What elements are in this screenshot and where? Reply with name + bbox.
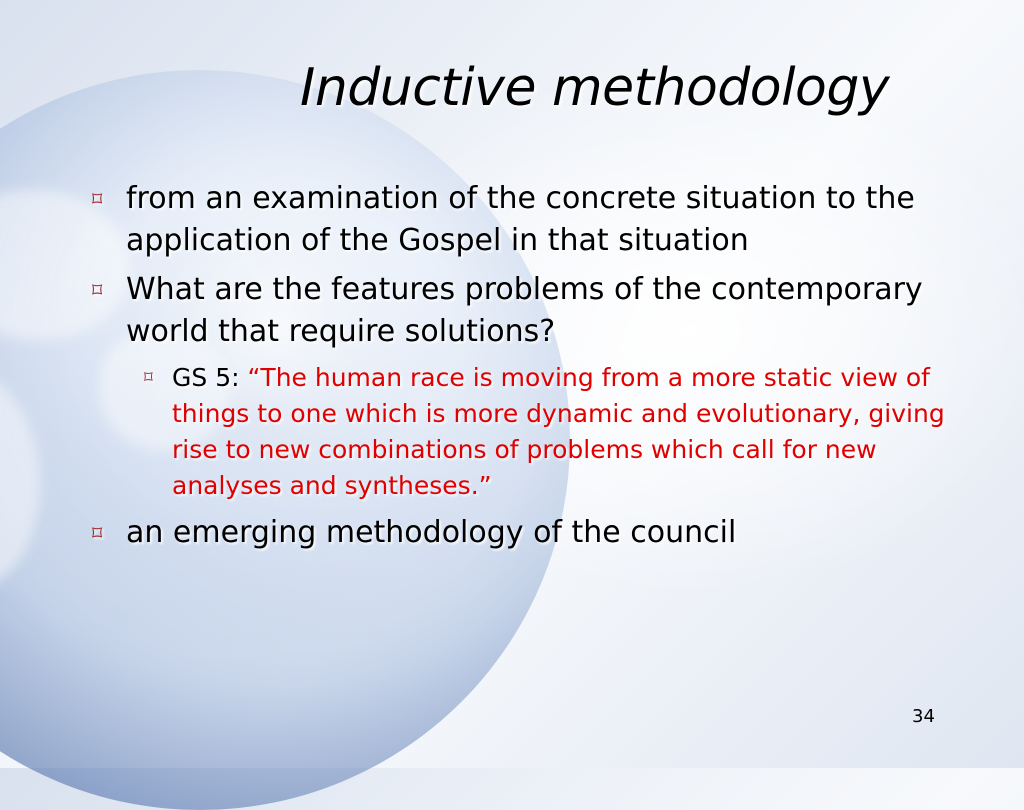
quotation-text: “The human race is moving from a more static view of things to one which is more dynamic and evolutionary, giving rise to new combinations of problems which call for new analyses and syntheses.” — [172, 363, 945, 500]
bullet-item — [92, 269, 952, 353]
bullet-text: from an examination of the concrete situation to the application of the Gospel in that situation — [126, 181, 915, 258]
bullet-icon: ⌑ — [144, 368, 153, 388]
sub-bullet-item — [144, 360, 952, 504]
bullet-icon: ⌑ — [92, 278, 103, 302]
bullet-item — [92, 178, 952, 262]
bullet-icon: ⌑ — [92, 521, 103, 545]
bullet-text: an emerging methodology of the council — [126, 515, 737, 550]
page-number: 34 — [912, 706, 935, 727]
slide-body — [92, 178, 952, 561]
bullet-text: What are the features problems of the contemporary world that require solutions? — [126, 272, 923, 349]
slide-title: Inductive methodology — [300, 58, 890, 118]
citation-prefix: GS 5: — [172, 363, 248, 392]
bullet-item — [92, 512, 952, 554]
bullet-icon: ⌑ — [92, 187, 103, 211]
